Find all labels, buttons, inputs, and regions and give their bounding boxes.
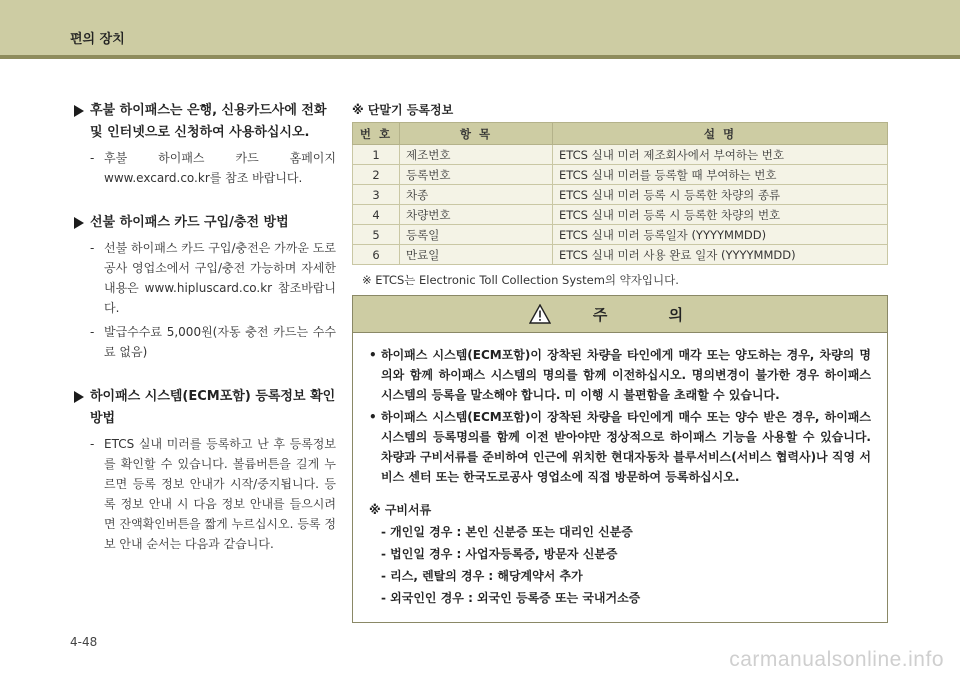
list-item: - 선불 하이패스 카드 구입/충전은 가까운 도로공사 영업소에서 구입/충전 가능하며 자세한 내용은 www.hipluscard.co.kr 참조바랍니다. bbox=[90, 241, 336, 315]
required-documents bbox=[369, 499, 871, 609]
list-item: • 하이패스 시스템(ECM포함)이 장착된 차량을 타인에게 매수 또는 양수 받은 경우, 하이패스 시스템의 등록명의를 함께 이전 받아야만 정상적으로 하이패스 기능을 사용할 수 있습니다. 차량과 구비서류를 준비하여 인근에 위치한 현대자동차 블루서비스(서비스 협력사)나 직영 서비스 센터 또는 한국도로공사 영업소에 직접 방문하여 등록하십시오. bbox=[369, 410, 871, 484]
caution-body bbox=[353, 333, 887, 609]
table-title: ※ 단말기 등록정보 bbox=[352, 103, 454, 117]
caution-header bbox=[353, 296, 887, 333]
triangle-bullet-icon bbox=[74, 217, 84, 229]
section-title: 하이패스 시스템(ECM포함) 등록정보 확인 방법 bbox=[90, 389, 336, 426]
list-item: - 발급수수료 5,000원(자동 충전 카드는 수수료 없음) bbox=[90, 325, 336, 359]
watermark: carmanualsonline.info bbox=[729, 648, 944, 671]
table-row: 1 제조번호 ETCS 실내 미러 제조회사에서 부여하는 번호 bbox=[353, 145, 888, 165]
section-postpaid bbox=[74, 100, 336, 188]
table-row: 2 등록번호 ETCS 실내 미러를 등록할 때 부여하는 번호 bbox=[353, 165, 888, 185]
column-header-item: 항 목 bbox=[400, 123, 553, 145]
section-title: 후불 하이패스는 은행, 신용카드사에 전화 및 인터넷으로 신청하여 사용하십시오. bbox=[90, 103, 327, 140]
list-item: • 하이패스 시스템(ECM포함)이 장착된 차량을 타인에게 매각 또는 양도하는 경우, 차량의 명의와 함께 하이패스 시스템의 명의를 함께 이전하십시오. 명의변경이 불가한 경우 하이패스 시스템의 등록을 말소해야 합니다. 미 이행 시 불편함을 초래할 수 있습니다. bbox=[369, 348, 871, 402]
table-header-row bbox=[353, 123, 888, 145]
list-item: - ETCS 실내 미러를 등록하고 난 후 등록정보를 확인할 수 있습니다. 볼륨버튼을 길게 누르면 등록 정보 안내가 시작/중지됩니다. 등록 정보 안내 시 다음 정보 안내를 들으시려면 잔액확인버튼을 짧게 누르십시오. 등록 정보 안내 순서는 다음과 같습니다. bbox=[90, 437, 336, 551]
table-row: 6 만료일 ETCS 실내 미러 사용 완료 일자 (YYYYMMDD) bbox=[353, 245, 888, 265]
docs-title: ※ 구비서류 bbox=[369, 503, 432, 517]
list-item: - 외국인인 경우 : 외국인 등록증 또는 국내거소증 bbox=[381, 591, 641, 605]
triangle-bullet-icon bbox=[74, 391, 84, 403]
triangle-bullet-icon bbox=[74, 105, 84, 117]
etcs-note: ※ ETCS는 Electronic Toll Collection System의 약자입니다. bbox=[362, 273, 679, 287]
right-column bbox=[352, 100, 888, 289]
warning-triangle-icon bbox=[529, 304, 551, 324]
table-row: 4 차량번호 ETCS 실내 미러 등록 시 등록한 차량의 번호 bbox=[353, 205, 888, 225]
header-rule bbox=[0, 55, 960, 59]
caution-title: 주 의 bbox=[592, 305, 712, 324]
caution-box bbox=[352, 295, 888, 623]
page-header bbox=[0, 0, 960, 55]
section-registration-check bbox=[74, 386, 336, 554]
column-header-num: 번 호 bbox=[353, 123, 400, 145]
section-title: 선불 하이패스 카드 구입/충전 방법 bbox=[90, 215, 289, 230]
left-column bbox=[74, 100, 336, 568]
column-header-desc: 설 명 bbox=[553, 123, 888, 145]
registration-info-table bbox=[352, 122, 888, 265]
page-number: 4-48 bbox=[70, 635, 98, 649]
list-item: - 후불 하이패스 카드 홈페이지 www.excard.co.kr를 참조 바랍니다. bbox=[90, 151, 336, 185]
header-title: 편의 장치 bbox=[70, 32, 125, 47]
section-prepaid bbox=[74, 212, 336, 362]
list-item: - 법인일 경우 : 사업자등록증, 방문자 신분증 bbox=[381, 547, 618, 561]
list-item: - 리스, 렌탈의 경우 : 해당계약서 추가 bbox=[381, 569, 583, 583]
table-row: 5 등록일 ETCS 실내 미러 등록일자 (YYYYMMDD) bbox=[353, 225, 888, 245]
table-row: 3 차종 ETCS 실내 미러 등록 시 등록한 차량의 종류 bbox=[353, 185, 888, 205]
list-item: - 개인일 경우 : 본인 신분증 또는 대리인 신분증 bbox=[381, 525, 633, 539]
